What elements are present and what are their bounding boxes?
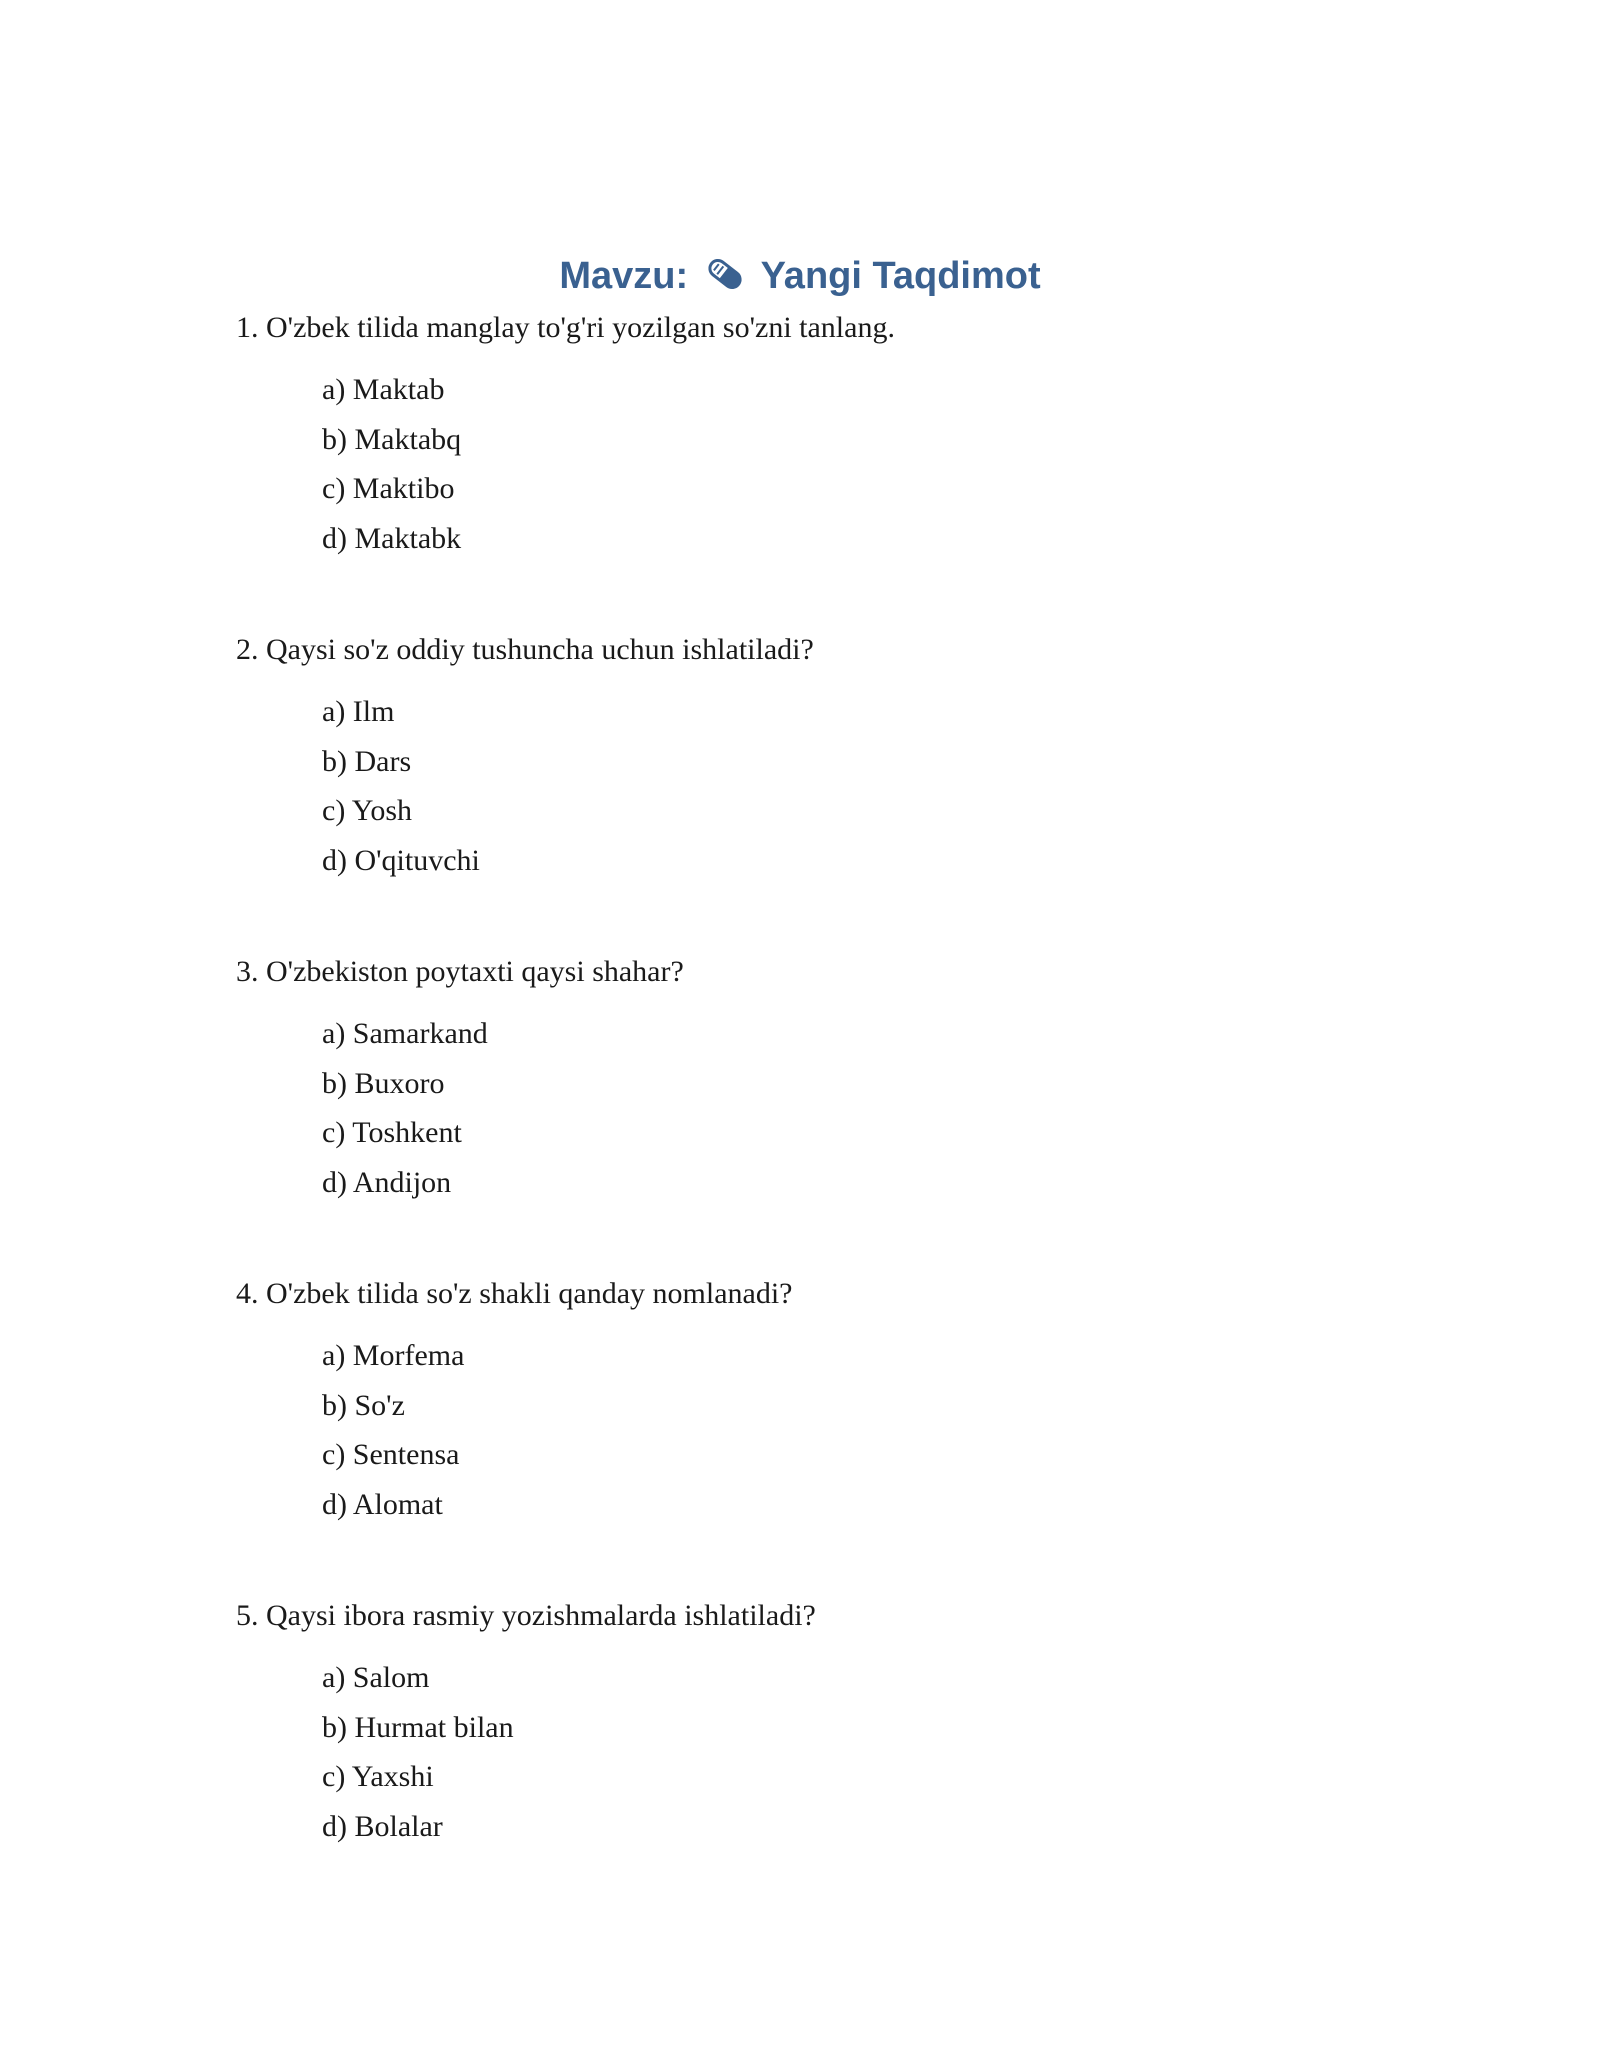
question-text: 5. Qaysi ibora rasmiy yozishmalarda ishlatiladi? [236,1599,816,1632]
option-d: d) Maktabk [322,521,462,555]
option-a: a) Morfema [322,1339,465,1372]
question-4 [236,1274,1436,1596]
option-b: b) Hurmat bilan [322,1710,514,1744]
option-b: b) Maktabq [322,422,462,456]
pill-icon [705,256,745,304]
question-list [236,308,1436,1918]
question-1 [236,308,1436,630]
option-b: b) Buxoro [322,1066,445,1100]
question-text: 2. Qaysi so'z oddiy tushuncha uchun ishlatiladi? [236,633,814,666]
option-c: c) Maktibo [322,472,455,505]
option-d: d) O'qituvchi [322,843,480,877]
option-d: d) Bolalar [322,1809,443,1843]
option-a: a) Salom [322,1661,430,1694]
option-c: c) Toshkent [322,1116,462,1149]
option-c: c) Yosh [322,794,413,827]
option-a: a) Maktab [322,373,445,406]
option-list [322,365,1436,563]
question-5 [236,1596,1436,1918]
option-list [322,1009,1436,1207]
option-list [322,1653,1436,1851]
question-text: 3. O'zbekiston poytaxti qaysi shahar? [236,955,684,988]
question-text: 1. O'zbek tilida manglay to'g'ri yozilgan so'zni tanlang. [236,311,895,344]
option-b: b) Dars [322,744,412,778]
option-b: b) So'z [322,1388,405,1422]
question-3 [236,952,1436,1274]
option-d: d) Andijon [322,1165,452,1199]
option-c: c) Sentensa [322,1438,460,1471]
option-a: a) Ilm [322,695,395,728]
option-a: a) Samarkand [322,1017,488,1050]
option-list [322,687,1436,885]
question-text: 4. O'zbek tilida so'z shakli qanday nomlanadi? [236,1277,793,1310]
title-prefix: Mavzu: [559,255,689,297]
option-c: c) Yaxshi [322,1760,434,1793]
option-list [322,1331,1436,1529]
option-d: d) Alomat [322,1487,443,1521]
title-text: Yangi Taqdimot [760,255,1041,297]
question-2 [236,630,1436,952]
page-title [0,252,1600,304]
